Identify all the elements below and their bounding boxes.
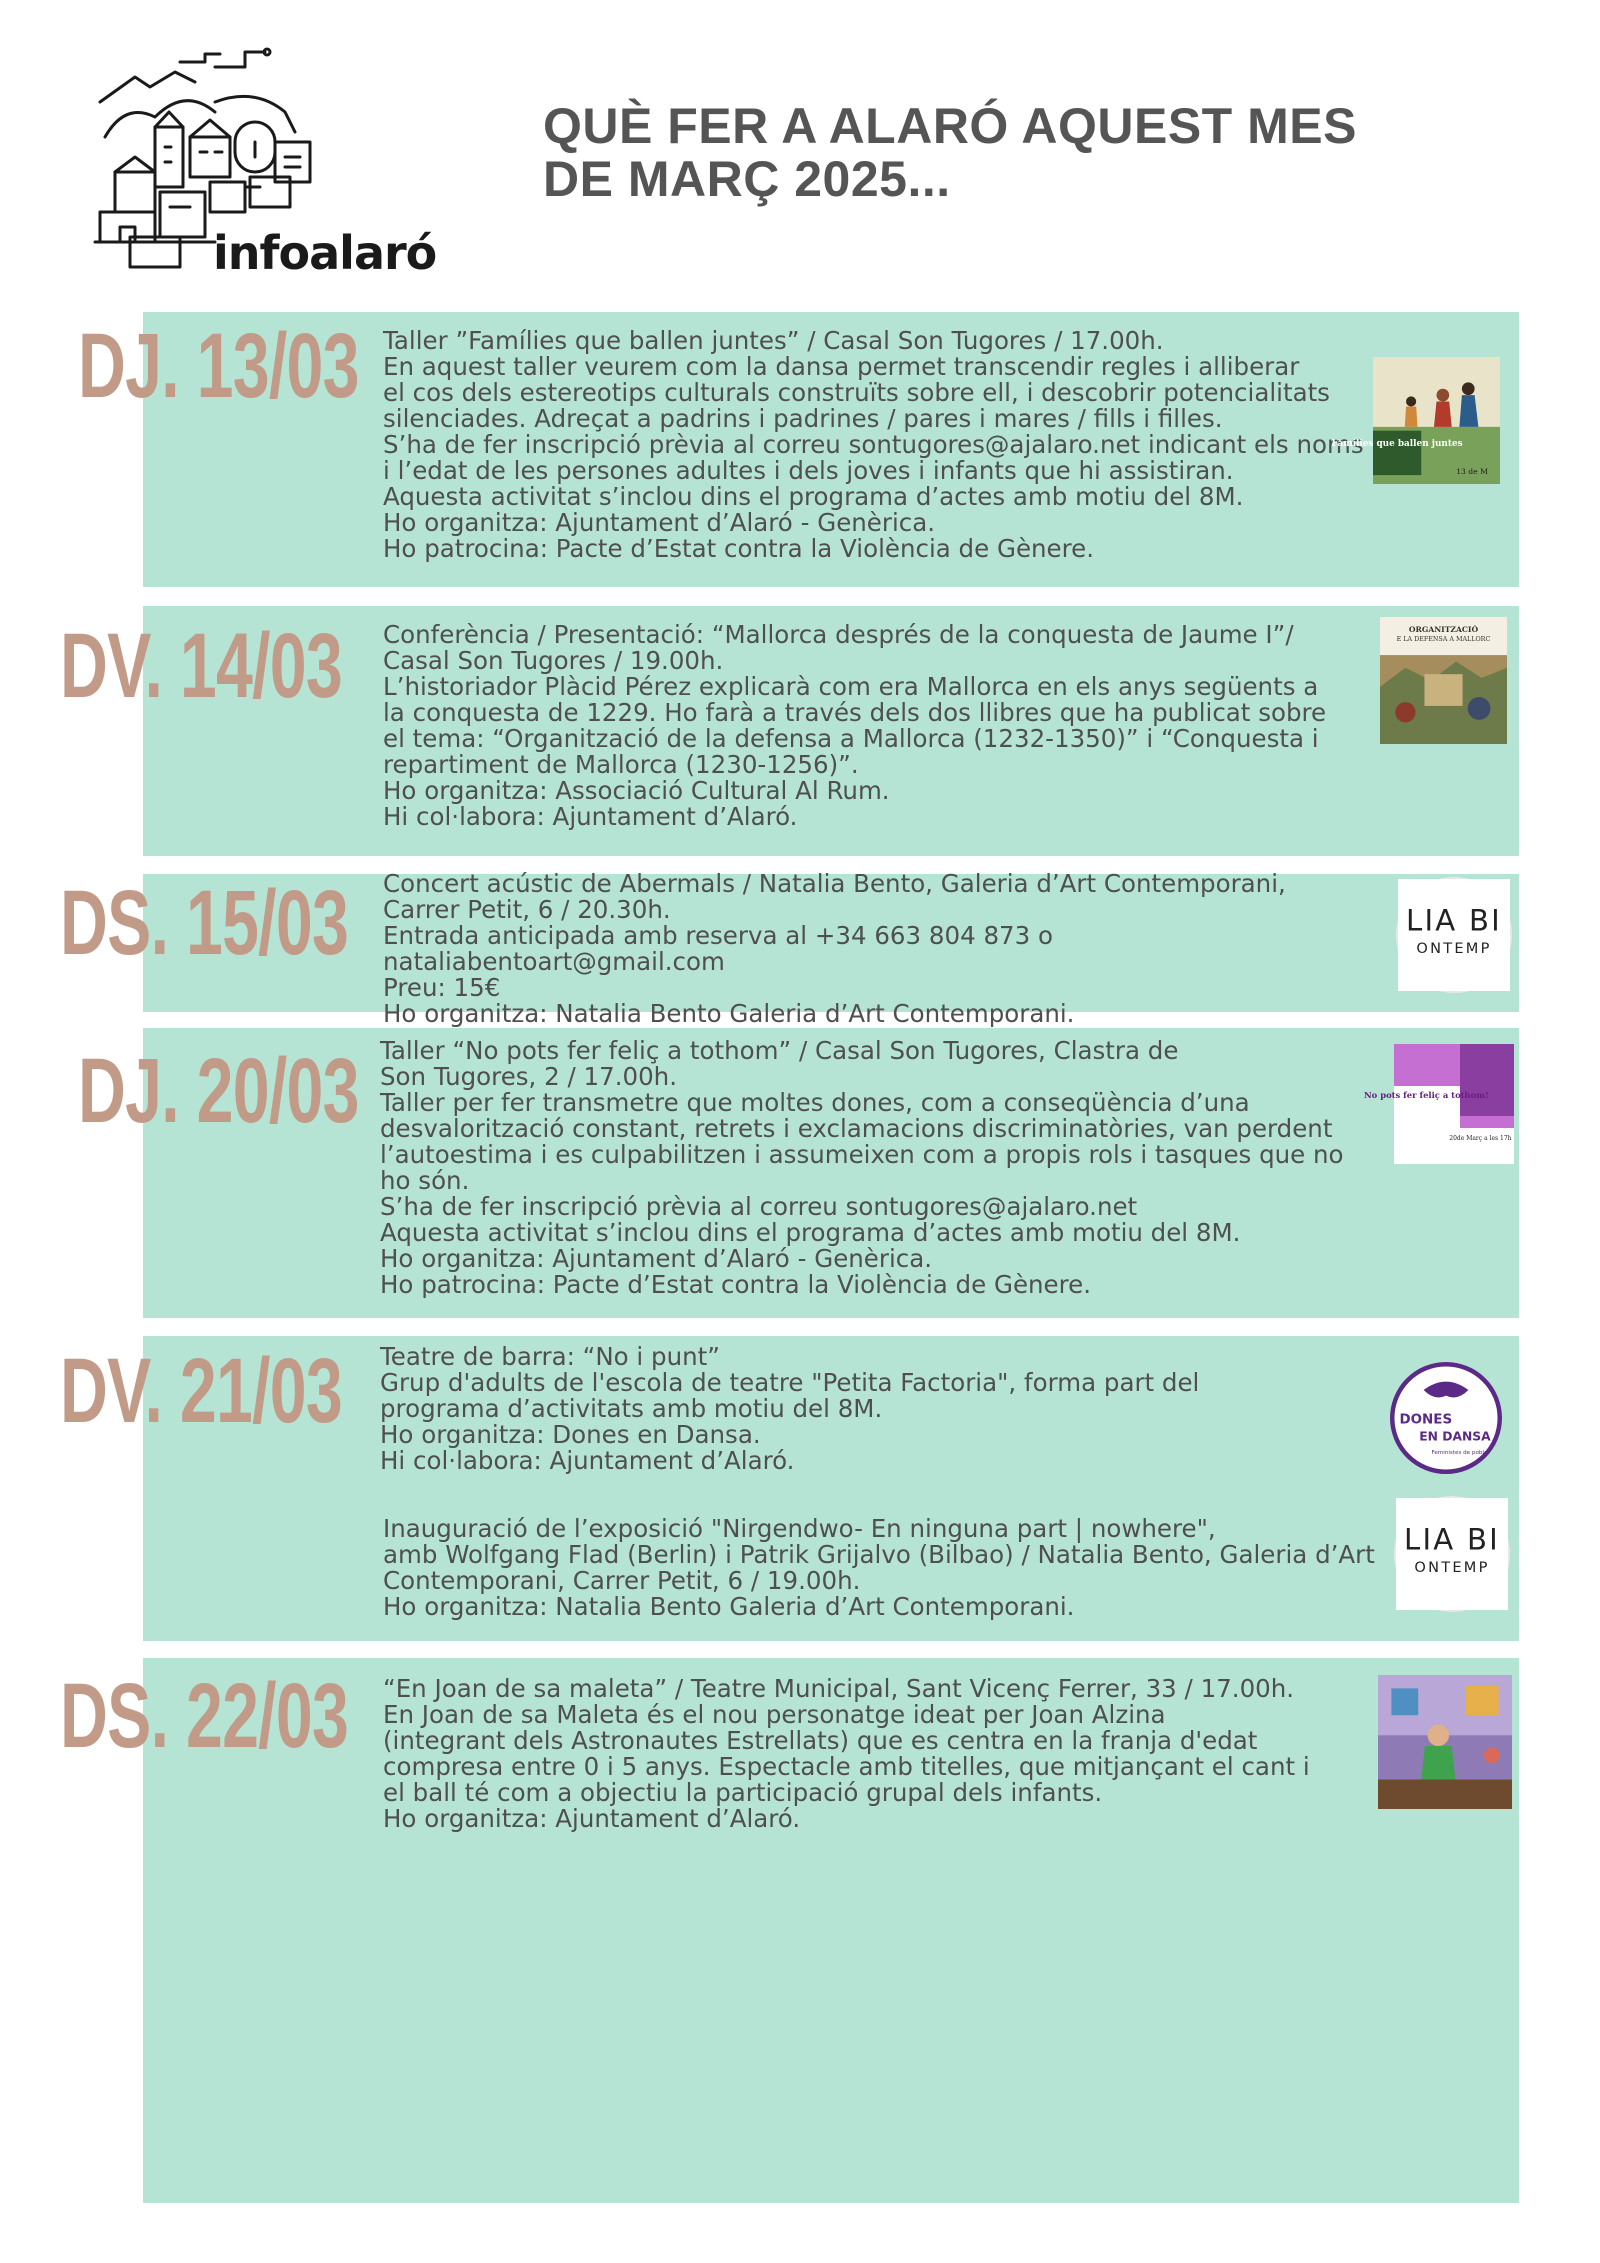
event-thumbnail [1380,617,1507,744]
event-date: DV. 14/03 [60,615,343,717]
thumbnail-text: EN DANSA [1419,1429,1491,1444]
event-description: Taller “No pots fer feliç a tothom” / Casal Son Tugores, Clastra de Son Tugores, 2 / 17.00h. Taller per fer transmetre que moltes dones, com a conseqüència d’una desvalorització constant, retrets i exclamacions discriminatòries, van perdent l’autoestima i es culpabilitzen i assumeixen com a propis rols i tasques que no ho són. S’ha de fer inscripció prèvia al correu sontugores@ajalaro.net Aquesta activitat s’inclou dins el programa d’actes amb motiu del 8M. Ho organitza: Ajuntament d’Alaró - Genèrica. Ho patrocina: Pacte d’Estat contra la Violència de Gènere. [380,1036,1344,1299]
thumbnail-text: ONTEMP [1414,1558,1490,1576]
event-date: DJ. 20/03 [78,1040,359,1142]
dones-en-dansa-logo-icon [1390,1362,1502,1474]
event-date: DV. 21/03 [60,1340,343,1442]
thumbnail-text: No pots fer feliç a tothom! [1364,1090,1489,1100]
event-description: “En Joan de sa maleta” / Teatre Municipal, Sant Vicenç Ferrer, 33 / 17.00h. En Joan de sa Maleta és el nou personatge ideat per Joan Alzina (integrant dels Astronautes Estrellats) que es centra en la franja d'edat compresa entre 0 i 5 anys. Espectacle amb titelles, que mitjançant el cant i el ball té com a objectiu la participació grupal dels infants. Ho organitza: Ajuntament d’Alaró. [383,1674,1310,1833]
gallery-logo-icon [1396,1498,1508,1610]
gallery-logo-icon [1398,879,1510,991]
thumbnail-date: 13 de M [1456,466,1488,476]
event-thumbnail [1396,877,1512,993]
event-description: Inauguració de l’exposició "Nirgendwo- En ninguna part | nowhere", amb Wolfgang Flad (Berlin) i Patrik Grijalvo (Bilbao) / Natalia Bento, Galeria d’Art Contemporani, Carrer Petit, 6 / 19.00h. Ho organitza: Natalia Bento Galeria d’Art Contemporani. [383,1514,1375,1621]
book-cover-icon [1380,617,1507,744]
event-thumbnail [1331,357,1500,484]
event-thumbnail [1378,1675,1512,1809]
event-description: Taller ”Famílies que ballen juntes” / Casal Son Tugores / 17.00h. En aquest taller veurem com la dansa permet transcendir regles i alliberar el cos dels estereotips culturals construïts sobre ell, i descobrir potencialitats silenciades. Adreçat a padrins i padrines / pares i mares / fills i filles. S’ha de fer inscripció prèvia al correu sontugores@ajalaro.net indicant els noms i l’edat de les persones adultes i dels joves i infants que hi assistiran. Aquesta activitat s’inclou dins el programa d’actes amb motiu del 8M. Ho organitza: Ajuntament d’Alaró - Genèrica. Ho patrocina: Pacte d’Estat contra la Violència de Gènere. [383,326,1364,563]
thumbnail-text: E LA DEFENSA A MALLORC [1396,636,1491,644]
event-description: Conferència / Presentació: “Mallorca després de la conquesta de Jaume I”/ Casal Son Tugores / 19.00h. L’historiador Plàcid Pérez explicarà com era Mallorca en els anys següents a la conquesta de 1229. Ho farà a través dels dos llibres que ha publicat sobre el tema: “Organització de la defensa a Mallorca (1232-1350)” i “Conquesta i repartiment de Mallorca (1230-1256)”. Ho organitza: Associació Cultural Al Rum. Hi col·labora: Ajuntament d’Alaró. [383,620,1327,831]
thumbnail-text: Feministes de poble [1431,1449,1488,1456]
event-description: Teatre de barra: “No i punt” Grup d'adults de l'escola de teatre "Petita Factoria", forma part del programa d’activitats amb motiu del 8M. Ho organitza: Dones en Dansa. Hi col·labora: Ajuntament d’Alaró. [380,1342,1200,1475]
thumbnail-text: ONTEMP [1416,939,1492,957]
page-title-line-2: DE MARÇ 2025... [543,151,951,207]
poster-icon [1364,1044,1514,1164]
thumbnail-text: LIA BI [1404,1522,1500,1557]
page-title [543,100,1443,206]
event-date: DJ. 13/03 [78,315,359,417]
event-thumbnail [1364,1044,1514,1164]
thumbnail-text: ORGANITZACIÓ [1408,625,1479,635]
thumbnail-date: 20de Març a les 17h [1449,1135,1512,1142]
thumbnail-text: Famílies que ballen juntes [1331,438,1463,449]
event-date: DS. 22/03 [60,1665,349,1767]
dancing-families-icon [1331,357,1500,484]
thumbnail-text: LIA BI [1406,903,1502,938]
event-thumbnail [1390,1362,1502,1474]
event-thumbnail [1394,1496,1510,1612]
page-title-line-1: QUÈ FER A ALARÓ AQUEST MES [543,98,1357,154]
thumbnail-text: DONES [1399,1412,1453,1428]
event-description: Concert acústic de Abermals / Natalia Bento, Galeria d’Art Contemporani, Carrer Petit, 6 / 20.30h. Entrada anticipada amb reserva al +34 663 804 873 o nataliabentoart@gmail.com Preu: 15€ Ho organitza: Natalia Bento Galeria d’Art Contemporani. [383,869,1286,1028]
puppet-show-photo-icon [1378,1675,1512,1809]
event-date: DS. 15/03 [60,872,349,974]
brand-name: infoalaró [213,226,437,280]
infoalaro-logo [95,42,440,292]
